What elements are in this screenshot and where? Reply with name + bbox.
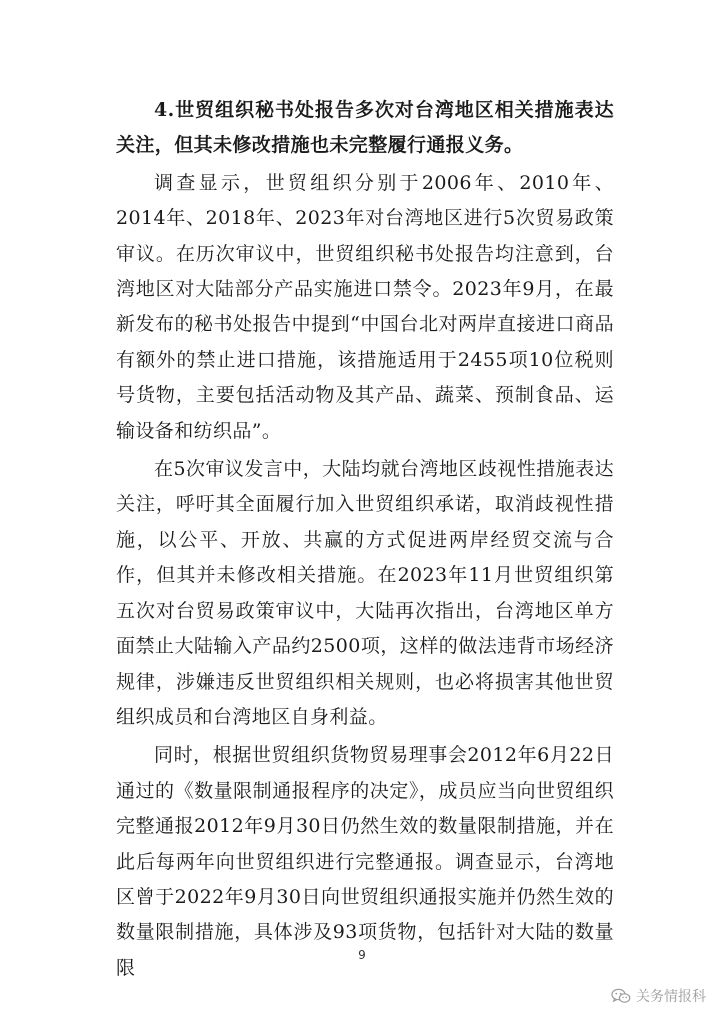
document-body: [116, 93, 614, 989]
watermark: [611, 986, 706, 1006]
wechat-icon: [611, 988, 631, 1004]
section-heading: 4.世贸组织秘书处报告多次对台湾地区相关措施表达关注，但其未修改措施也未完整履行通报义务。: [116, 99, 614, 157]
paragraph-2: 在5次审议发言中，大陆均就台湾地区歧视性措施表达关注，呼吁其全面履行加入世贸组织承诺，取消歧视性措施，以公平、开放、共赢的方式促进两岸经贸交流与合作，但其并未修改相关措施。在2023年11月世贸组织第五次对台贸易政策审议中，大陆再次指出，台湾地区单方面禁止大陆输入产品约2500项，这样的做法违背市场经济规律，涉嫌违反世贸组织相关规则，也必将损害其他世贸组织成员和台湾地区自身利益。: [116, 458, 614, 728]
paragraph-1: 调查显示，世贸组织分别于2006年、2010年、2014年、2018年、2023年对台湾地区进行5次贸易政策审议。在历次审议中，世贸组织秘书处报告均注意到，台湾地区对大陆部分产品实施进口禁令。2023年9月，在最新发布的秘书处报告中提到“中国台北对两岸直接进口商品有额外的禁止进口措施，该措施适用于2455项10位税则号货物，主要包括活动物及其产品、蔬菜、预制食品、运输设备和纺织品”。: [116, 171, 614, 442]
watermark-text: 关务情报科: [636, 989, 706, 1005]
page-number: 9: [358, 948, 366, 962]
paragraph-3: 同时，根据世贸组织货物贸易理事会2012年6月22日通过的《数量限制通报程序的决定》，成员应当向世贸组织完整通报2012年9月30日仍然生效的数量限制措施，并在此后每两年向世贸组织进行完整通报。调查显示，台湾地区曾于2022年9月30日向世贸组织通报实施并仍然生效的数量限制措施，具体涉及93项货物，包括针对大陆的数量限: [116, 744, 614, 979]
